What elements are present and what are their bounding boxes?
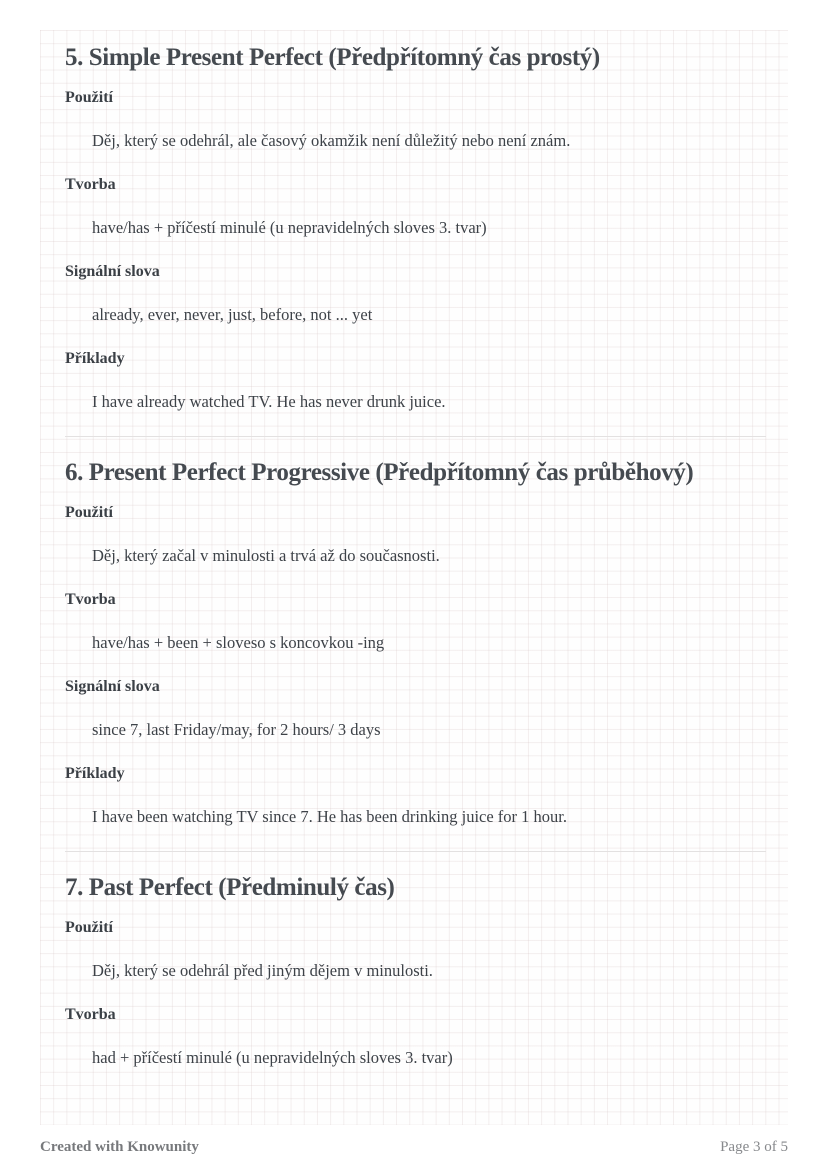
grid-paper-sheet [40, 30, 788, 1125]
section-6-title: 6. Present Perfect Progressive (Předpřítomný čas průběhový) [65, 459, 694, 486]
section-6-usage-label: Použití [65, 504, 113, 521]
section-5-usage-label: Použití [65, 89, 113, 106]
section-5-form-label: Tvorba [65, 176, 116, 193]
section-6-form-label: Tvorba [65, 591, 116, 608]
section-5-title: 5. Simple Present Perfect (Předpřítomný čas prostý) [65, 44, 600, 71]
section-6-signal-words-text: since 7, last Friday/may, for 2 hours/ 3 days [92, 720, 381, 739]
section-5-examples-text: I have already watched TV. He has never drunk juice. [92, 392, 446, 411]
section-7-form-label: Tvorba [65, 1006, 116, 1023]
section-6-examples-text: I have been watching TV since 7. He has been drinking juice for 1 hour. [92, 807, 568, 826]
section-5-signal-words-label: Signální slova [65, 263, 160, 280]
section-6-form-text: have/has + been + sloveso s koncovkou -ing [92, 633, 385, 652]
section-5-usage-text: Děj, který se odehrál, ale časový okamžik není důležitý nebo není znám. [92, 131, 571, 150]
section-5-signal-words-text: already, ever, never, just, before, not ... yet [92, 305, 373, 324]
section-divider [65, 436, 766, 437]
section-7-usage-label: Použití [65, 919, 113, 936]
section-7-title: 7. Past Perfect (Předminulý čas) [65, 874, 395, 901]
section-6-examples-label: Příklady [65, 765, 125, 782]
section-7-usage-text: Děj, který se odehrál před jiným dějem v minulosti. [92, 961, 433, 980]
section-7-form-text: had + příčestí minulé (u nepravidelných sloves 3. tvar) [92, 1048, 453, 1067]
section-6-usage-text: Děj, který začal v minulosti a trvá až do současnosti. [92, 546, 440, 565]
section-5-form-text: have/has + příčestí minulé (u nepravidelných sloves 3. tvar) [92, 218, 487, 237]
section-5-examples-label: Příklady [65, 350, 125, 367]
footer-brand: Created with Knowunity [40, 1139, 199, 1155]
page-footer [40, 1139, 788, 1156]
footer-page-number: Page 3 of 5 [720, 1139, 788, 1155]
section-divider [65, 851, 766, 852]
section-6-signal-words-label: Signální slova [65, 678, 160, 695]
